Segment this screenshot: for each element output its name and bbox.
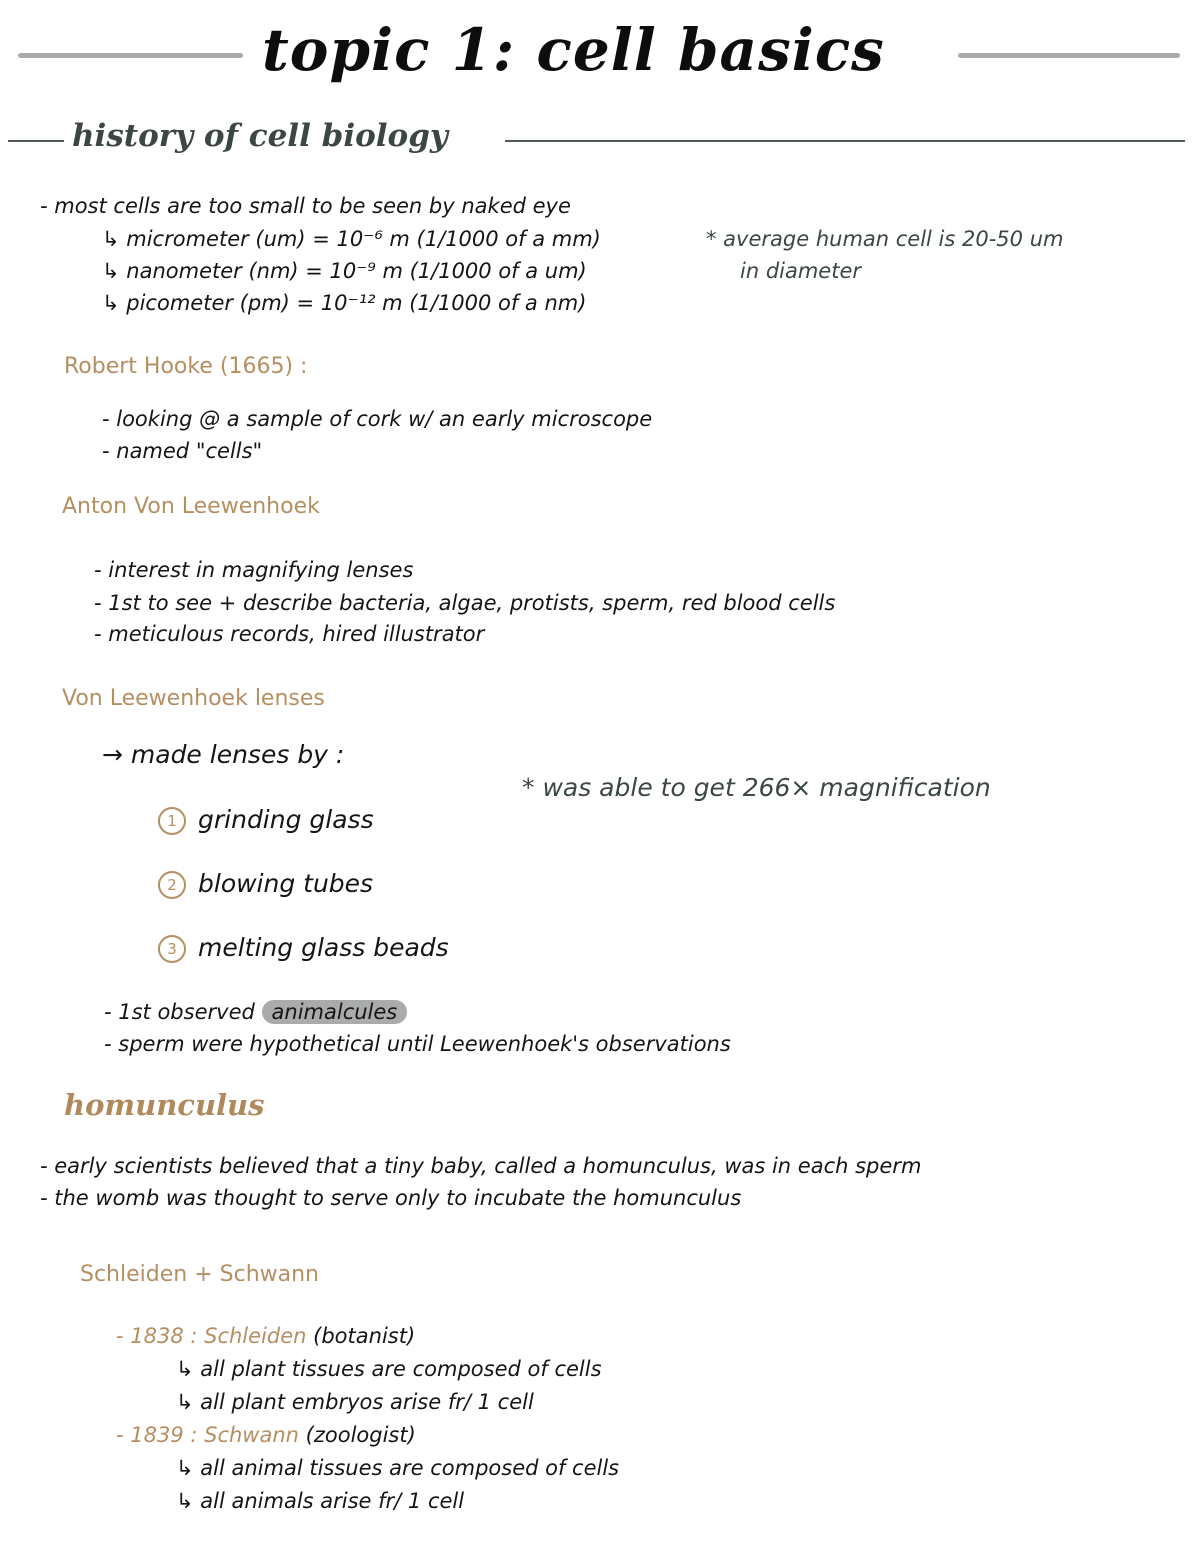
step-number-3: 3 bbox=[158, 935, 186, 963]
schwann-line bbox=[116, 1423, 416, 1447]
cell-size-note: * average human cell is 20-50 um bbox=[706, 227, 1064, 251]
lens-step-3 bbox=[158, 933, 449, 963]
sperm-hypothetical-line: - sperm were hypothetical until Leewenhoek's observations bbox=[104, 1032, 731, 1056]
schleiden-date: - 1838 : Schleiden bbox=[116, 1324, 307, 1348]
leeuwenhoek-heading: Anton Von Leewenhoek bbox=[62, 494, 320, 519]
schwann-date: - 1839 : Schwann bbox=[116, 1423, 299, 1447]
schleiden-point-2: ↳ all plant embryos arise fr/ 1 cell bbox=[176, 1390, 534, 1414]
animalcules-highlight: animalcules bbox=[262, 1000, 408, 1024]
made-lenses-line: → made lenses by : bbox=[102, 740, 345, 769]
step-number-2: 2 bbox=[158, 871, 186, 899]
page-title: topic 1: cell basics bbox=[262, 16, 885, 84]
leeuwenhoek-bullet-3: - meticulous records, hired illustrator bbox=[94, 622, 485, 646]
step-number-1: 1 bbox=[158, 807, 186, 835]
homunculus-heading: homunculus bbox=[64, 1088, 265, 1122]
title-rule-right bbox=[958, 53, 1180, 58]
leeuwenhoek-bullet-1: - interest in magnifying lenses bbox=[94, 558, 414, 582]
section-heading: history of cell biology bbox=[72, 118, 448, 154]
schleiden-line bbox=[116, 1324, 415, 1348]
lens-step-1 bbox=[158, 805, 374, 835]
schleiden-schwann-heading: Schleiden + Schwann bbox=[80, 1262, 319, 1287]
homunculus-bullet-2: - the womb was thought to serve only to incubate the homunculus bbox=[40, 1186, 742, 1210]
title-rule-left bbox=[18, 53, 243, 58]
observed-line bbox=[104, 1000, 407, 1024]
lens-step-2 bbox=[158, 869, 373, 899]
lenses-heading: Von Leewenhoek lenses bbox=[62, 686, 325, 711]
schwann-role: (zoologist) bbox=[305, 1423, 416, 1447]
schleiden-role: (botanist) bbox=[313, 1324, 416, 1348]
lens-step-2-text: blowing tubes bbox=[198, 869, 374, 898]
observed-prefix: - 1st observed bbox=[104, 1000, 255, 1024]
hooke-bullet-1: - looking @ a sample of cork w/ an early microscope bbox=[102, 407, 653, 431]
magnification-note: * was able to get 266× magnification bbox=[522, 773, 991, 802]
schwann-point-1: ↳ all animal tissues are composed of cells bbox=[176, 1456, 620, 1480]
schleiden-point-1: ↳ all plant tissues are composed of cells bbox=[176, 1357, 602, 1381]
hooke-heading: Robert Hooke (1665) : bbox=[64, 354, 308, 379]
section-rule-right bbox=[505, 140, 1185, 142]
intro-line: - most cells are too small to be seen by naked eye bbox=[40, 194, 571, 218]
section-rule-left bbox=[8, 140, 64, 142]
cell-size-note-cont: in diameter bbox=[740, 259, 862, 283]
hooke-bullet-2: - named "cells" bbox=[102, 439, 263, 463]
homunculus-bullet-1: - early scientists believed that a tiny baby, called a homunculus, was in each sperm bbox=[40, 1154, 922, 1178]
schwann-point-2: ↳ all animals arise fr/ 1 cell bbox=[176, 1489, 465, 1513]
lens-step-1-text: grinding glass bbox=[198, 805, 374, 834]
lens-step-3-text: melting glass beads bbox=[198, 933, 449, 962]
unit-picometer: ↳ picometer (pm) = 10⁻¹² m (1/1000 of a nm) bbox=[102, 291, 587, 315]
unit-nanometer: ↳ nanometer (nm) = 10⁻⁹ m (1/1000 of a um) bbox=[102, 259, 587, 283]
leeuwenhoek-bullet-2: - 1st to see + describe bacteria, algae, protists, sperm, red blood cells bbox=[94, 591, 836, 615]
unit-micrometer: ↳ micrometer (um) = 10⁻⁶ m (1/1000 of a mm) bbox=[102, 227, 601, 251]
